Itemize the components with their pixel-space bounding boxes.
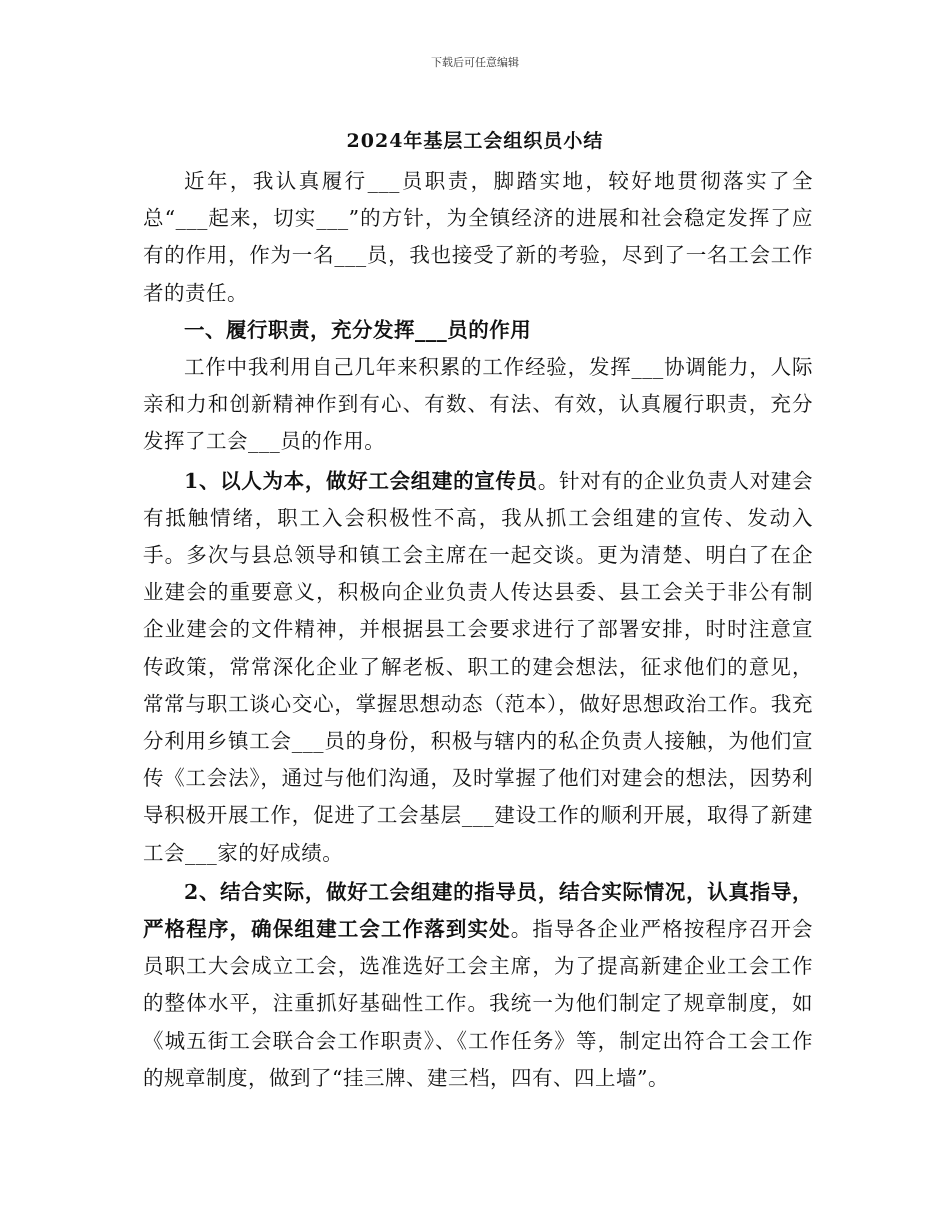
item-2-lead: 2、结合实际，做好工会组建的指导员，结合实际情况，认真指导，严格程序，确保组建工会工作落到实处 (143, 879, 813, 942)
header-note: 下载后可任意编辑 (431, 56, 519, 69)
item-1-body: 。针对有的企业负责人对建会有抵触情绪，职工入会积极性不高，我从抓工会组建的宣传、发动入手。多次与县总领导和镇工会主席在一起交谈。更为清楚、明白了在企业建会的重要意义，积极向企业负责人传达县委、县工会关于非公有制企业建会的文件精神，并根据县工会要求进行了部署安排，时时注意宣传政策，常常深化企业了解老板、职工的建会想法，征求他们的意见，常常与职工谈心交心，掌握思想动态（范本），做好思想政治工作。我充分利用乡镇工会___员的身份，积极与辖内的私企负责人接触，为他们宣传《工会法》，通过与他们沟通，及时掌握了他们对建会的想法，因势利导积极开展工作，促进了工会基层___建设工作的顺利开展，取得了新建工会___家的好成绩。 (143, 468, 814, 865)
item-2-paragraph (143, 874, 813, 1097)
document-title: 2024年基层工会组织员小结 (346, 130, 604, 152)
item-2-body: 。指导各企业严格按程序召开会员职工大会成立工会，选准选好工会主席，为了提高新建企业工会工作的整体水平，注重抓好基础性工作。我统一为他们制定了规章制度，如《城五街工会联合会工作职责》、《工作任务》等，制定出符合工会工作的规章制度，做到了“挂三牌、建三档，四有、四上墙”。 (143, 917, 813, 1090)
section-1-paragraph: 工作中我利用自己几年来积累的工作经验，发挥___协调能力，人际亲和力和创新精神作到有心、有数、有法、有效，认真履行职责，充分发挥了工会___员的作用。 (143, 355, 813, 454)
document-body (143, 163, 813, 1097)
intro-paragraph: 近年，我认真履行___员职责，脚踏实地，较好地贯彻落实了全总“___起来，切实___”的方针，为全镇经济的进展和社会稳定发挥了应有的作用，作为一名___员，我也接受了新的考验，尽到了一名工会工作者的责任。 (143, 169, 813, 305)
item-1-paragraph (143, 463, 813, 872)
item-1-lead: 1、以人为本，做好工会组建的宣传员 (184, 468, 538, 493)
section-1-heading: 一、履行职责，充分发挥___员的作用 (184, 317, 532, 342)
